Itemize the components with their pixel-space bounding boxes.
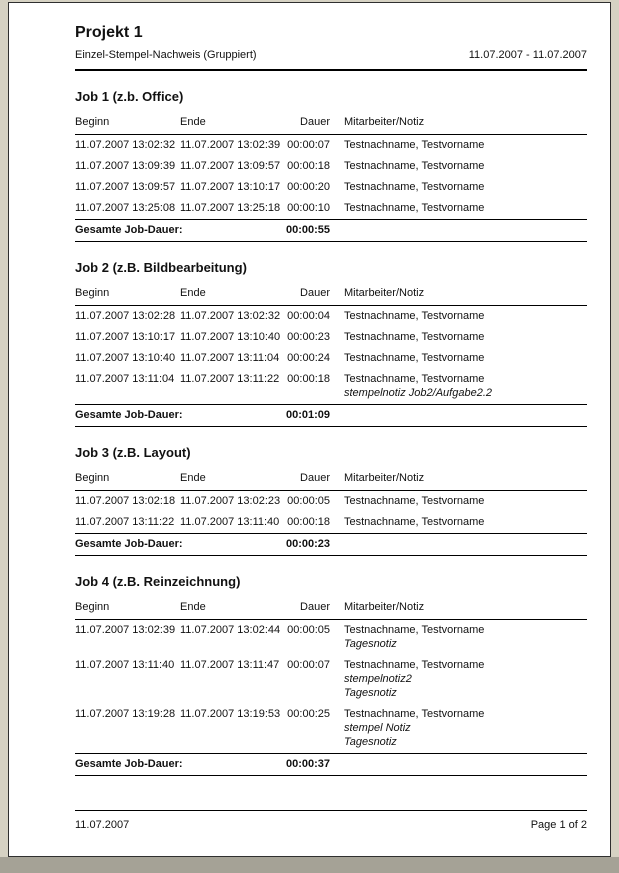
cell-beginn: 11.07.2007 13:11:22 bbox=[75, 516, 175, 528]
job-rows bbox=[75, 491, 587, 533]
page-footer bbox=[75, 810, 587, 832]
stempel-note: Tagesnotiz bbox=[344, 638, 397, 650]
cell-dauer: 00:00:18 bbox=[287, 160, 330, 172]
column-header: Beginn bbox=[75, 116, 110, 128]
cell-ende: 11.07.2007 13:11:47 bbox=[180, 659, 280, 671]
cell-mitarbeiter-notiz bbox=[330, 331, 587, 344]
table-row bbox=[75, 655, 587, 704]
total-value: 00:00:37 bbox=[285, 758, 330, 770]
column-header: Ende bbox=[180, 116, 206, 128]
report-date-range: 11.07.2007 - 11.07.2007 bbox=[468, 49, 587, 61]
job-title: Job 4 (z.B. Reinzeichnung) bbox=[75, 574, 241, 589]
cell-mitarbeiter: Testnachname, Testvorname bbox=[344, 160, 485, 172]
job-table-header bbox=[75, 601, 587, 620]
column-header: Ende bbox=[180, 472, 206, 484]
column-header: Beginn bbox=[75, 601, 110, 613]
cell-mitarbeiter: Testnachname, Testvorname bbox=[344, 139, 485, 151]
cell-mitarbeiter: Testnachname, Testvorname bbox=[344, 708, 485, 720]
table-row bbox=[75, 512, 587, 533]
total-label: Gesamte Job-Dauer: bbox=[75, 538, 183, 550]
cell-beginn: 11.07.2007 13:02:39 bbox=[75, 624, 176, 636]
report-subtitle-row bbox=[75, 49, 587, 62]
cell-mitarbeiter: Testnachname, Testvorname bbox=[344, 352, 485, 364]
column-header: Dauer bbox=[300, 116, 330, 128]
cell-mitarbeiter: Testnachname, Testvorname bbox=[344, 331, 485, 343]
cell-dauer: 00:00:07 bbox=[287, 659, 330, 671]
cell-mitarbeiter: Testnachname, Testvorname bbox=[344, 495, 485, 507]
cell-mitarbeiter: Testnachname, Testvorname bbox=[344, 659, 485, 671]
column-header: Mitarbeiter/Notiz bbox=[344, 472, 425, 484]
cell-dauer: 00:00:20 bbox=[287, 181, 330, 193]
table-row bbox=[75, 156, 587, 177]
cell-beginn: 11.07.2007 13:11:40 bbox=[75, 659, 175, 671]
cell-mitarbeiter-notiz bbox=[330, 659, 587, 700]
cell-beginn: 11.07.2007 13:19:28 bbox=[75, 708, 176, 720]
total-value: 00:01:09 bbox=[285, 409, 330, 421]
stempel-note: stempelnotiz Job2/Aufgabe2.2 bbox=[344, 387, 492, 399]
table-row bbox=[75, 177, 587, 198]
job-total-row bbox=[75, 404, 587, 427]
cell-ende: 11.07.2007 13:02:32 bbox=[180, 310, 281, 322]
table-row bbox=[75, 620, 587, 655]
report-content bbox=[75, 23, 587, 776]
cell-ende: 11.07.2007 13:10:17 bbox=[180, 181, 281, 193]
table-row bbox=[75, 135, 587, 156]
column-header: Dauer bbox=[300, 472, 330, 484]
cell-beginn: 11.07.2007 13:02:32 bbox=[75, 139, 176, 151]
cell-mitarbeiter: Testnachname, Testvorname bbox=[344, 202, 485, 214]
cell-ende: 11.07.2007 13:02:39 bbox=[180, 139, 281, 151]
job-section bbox=[75, 89, 587, 242]
cell-mitarbeiter-notiz bbox=[330, 624, 587, 651]
column-header: Dauer bbox=[300, 287, 330, 299]
report-page bbox=[8, 2, 611, 857]
column-header: Mitarbeiter/Notiz bbox=[344, 116, 425, 128]
job-title: Job 3 (z.B. Layout) bbox=[75, 445, 191, 460]
cell-ende: 11.07.2007 13:10:40 bbox=[180, 331, 281, 343]
cell-ende: 11.07.2007 13:11:40 bbox=[180, 516, 280, 528]
stempel-note: stempelnotiz2 bbox=[344, 673, 412, 685]
column-header: Mitarbeiter/Notiz bbox=[344, 287, 425, 299]
job-rows bbox=[75, 620, 587, 753]
footer-date: 11.07.2007 bbox=[75, 819, 130, 831]
cell-mitarbeiter-notiz bbox=[330, 352, 587, 365]
cell-dauer: 00:00:07 bbox=[287, 139, 330, 151]
cell-mitarbeiter: Testnachname, Testvorname bbox=[344, 624, 485, 636]
job-rows bbox=[75, 135, 587, 219]
stempel-note: stempel Notiz bbox=[344, 722, 411, 734]
cell-dauer: 00:00:24 bbox=[287, 352, 330, 364]
cell-mitarbeiter: Testnachname, Testvorname bbox=[344, 516, 485, 528]
column-header: Beginn bbox=[75, 287, 110, 299]
cell-mitarbeiter-notiz bbox=[330, 495, 587, 508]
job-table-header bbox=[75, 287, 587, 306]
column-header: Ende bbox=[180, 601, 206, 613]
total-value: 00:00:23 bbox=[285, 538, 330, 550]
total-value: 00:00:55 bbox=[285, 224, 330, 236]
job-table-header bbox=[75, 472, 587, 491]
column-header: Beginn bbox=[75, 472, 110, 484]
cell-beginn: 11.07.2007 13:02:28 bbox=[75, 310, 176, 322]
cell-mitarbeiter: Testnachname, Testvorname bbox=[344, 181, 485, 193]
table-row bbox=[75, 306, 587, 327]
table-row bbox=[75, 704, 587, 753]
total-label: Gesamte Job-Dauer: bbox=[75, 409, 183, 421]
column-header: Dauer bbox=[300, 601, 330, 613]
jobs bbox=[75, 89, 587, 776]
cell-mitarbeiter-notiz bbox=[330, 310, 587, 323]
cell-beginn: 11.07.2007 13:25:08 bbox=[75, 202, 176, 214]
table-row bbox=[75, 198, 587, 219]
cell-mitarbeiter-notiz bbox=[330, 139, 587, 152]
job-title: Job 2 (z.B. Bildbearbeitung) bbox=[75, 260, 247, 275]
cell-mitarbeiter-notiz bbox=[330, 160, 587, 173]
cell-mitarbeiter: Testnachname, Testvorname bbox=[344, 373, 485, 385]
header-divider bbox=[75, 69, 587, 71]
stempel-note: Tagesnotiz bbox=[344, 687, 397, 699]
footer-page-number: Page 1 of 2 bbox=[530, 819, 587, 831]
cell-ende: 11.07.2007 13:19:53 bbox=[180, 708, 281, 720]
cell-beginn: 11.07.2007 13:11:04 bbox=[75, 373, 175, 385]
cell-mitarbeiter-notiz bbox=[330, 202, 587, 215]
cell-dauer: 00:00:25 bbox=[287, 708, 330, 720]
table-row bbox=[75, 327, 587, 348]
cell-dauer: 00:00:04 bbox=[287, 310, 330, 322]
total-label: Gesamte Job-Dauer: bbox=[75, 224, 183, 236]
cell-mitarbeiter-notiz bbox=[330, 708, 587, 749]
column-header: Mitarbeiter/Notiz bbox=[344, 601, 425, 613]
job-total-row bbox=[75, 219, 587, 242]
cell-beginn: 11.07.2007 13:02:18 bbox=[75, 495, 176, 507]
cell-dauer: 00:00:23 bbox=[287, 331, 330, 343]
cell-dauer: 00:00:10 bbox=[287, 202, 330, 214]
column-header: Ende bbox=[180, 287, 206, 299]
page-title: Projekt 1 bbox=[75, 24, 143, 41]
total-label: Gesamte Job-Dauer: bbox=[75, 758, 183, 770]
cell-ende: 11.07.2007 13:02:23 bbox=[180, 495, 281, 507]
cell-beginn: 11.07.2007 13:09:57 bbox=[75, 181, 176, 193]
stempel-note: Tagesnotiz bbox=[344, 736, 397, 748]
cell-mitarbeiter-notiz bbox=[330, 181, 587, 194]
job-section bbox=[75, 445, 587, 556]
job-title: Job 1 (z.b. Office) bbox=[75, 89, 184, 104]
cell-ende: 11.07.2007 13:02:44 bbox=[180, 624, 281, 636]
cell-ende: 11.07.2007 13:25:18 bbox=[180, 202, 281, 214]
cell-ende: 11.07.2007 13:11:22 bbox=[180, 373, 280, 385]
cell-mitarbeiter-notiz bbox=[330, 373, 587, 400]
job-table-header bbox=[75, 116, 587, 135]
cell-dauer: 00:00:05 bbox=[287, 624, 330, 636]
table-row bbox=[75, 348, 587, 369]
cell-beginn: 11.07.2007 13:10:40 bbox=[75, 352, 176, 364]
table-row bbox=[75, 491, 587, 512]
cell-ende: 11.07.2007 13:09:57 bbox=[180, 160, 281, 172]
cell-beginn: 11.07.2007 13:09:39 bbox=[75, 160, 176, 172]
job-rows bbox=[75, 306, 587, 404]
cell-mitarbeiter: Testnachname, Testvorname bbox=[344, 310, 485, 322]
report-subtitle: Einzel-Stempel-Nachweis (Gruppiert) bbox=[75, 49, 257, 61]
job-total-row bbox=[75, 753, 587, 776]
cell-mitarbeiter-notiz bbox=[330, 516, 587, 529]
job-section bbox=[75, 574, 587, 776]
job-section bbox=[75, 260, 587, 427]
cell-dauer: 00:00:18 bbox=[287, 373, 330, 385]
job-total-row bbox=[75, 533, 587, 556]
cell-dauer: 00:00:05 bbox=[287, 495, 330, 507]
preview-frame-bottom bbox=[0, 857, 619, 873]
cell-dauer: 00:00:18 bbox=[287, 516, 330, 528]
cell-ende: 11.07.2007 13:11:04 bbox=[180, 352, 280, 364]
table-row bbox=[75, 369, 587, 404]
cell-beginn: 11.07.2007 13:10:17 bbox=[75, 331, 176, 343]
